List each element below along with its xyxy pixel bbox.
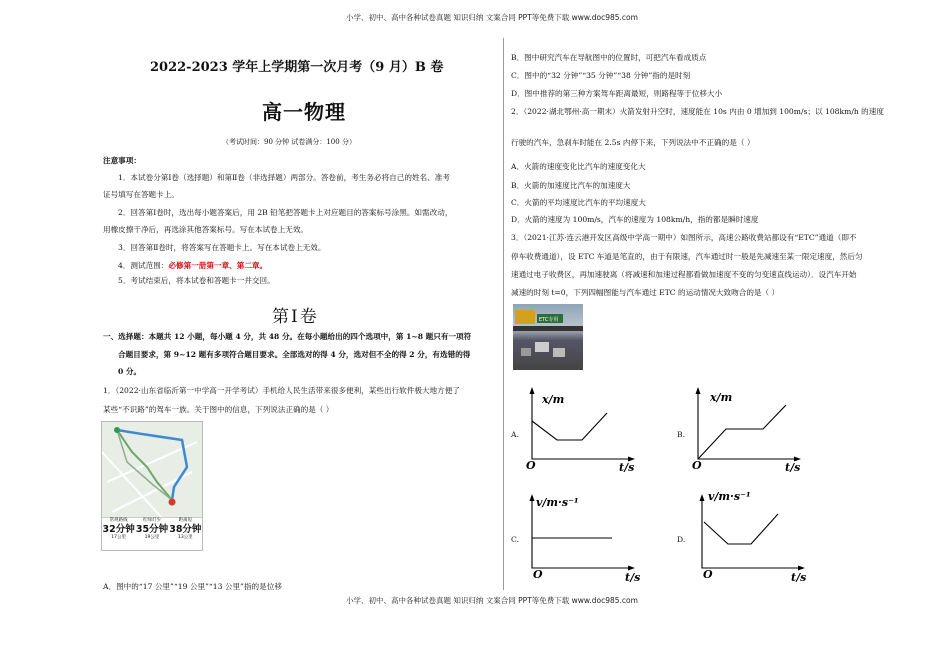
graph-c-ylabel: v/m·s⁻¹	[536, 496, 579, 509]
q2-option-d: D．火箭的速度为 100m/s，汽车的速度为 108km/h，指的都是瞬时速度	[511, 215, 759, 224]
graph-c-y-arrow	[530, 494, 535, 501]
q1-line2: 某些“不识路”的驾车一族。关于图中的信息，下列说法正确的是（ ）	[103, 405, 334, 414]
graph-c-x-arrow	[628, 566, 635, 571]
route-option[interactable]	[169, 518, 202, 550]
part1-line2: 合题目要求，第 9~12 题有多项符合题目要求。全部选对的得 4 分，选对但不全的得 2 分，有选错的得	[118, 350, 471, 359]
notice-title: 注意事项：	[103, 156, 141, 165]
route-time: 35分钟	[135, 524, 169, 535]
graph-b-origin: O	[692, 459, 702, 472]
graph-d-option: D.	[677, 535, 686, 544]
graph-b-y-arrow	[696, 387, 701, 394]
q1-option-b: B．图中研究汽车在导航图中的位置时，可把汽车看成质点	[511, 53, 707, 62]
route-label: 距离短	[178, 518, 193, 523]
graph-c	[522, 490, 642, 582]
graph-d-x-arrow	[798, 566, 805, 571]
route-option[interactable]	[135, 518, 168, 550]
graph-d-ylabel: v/m·s⁻¹	[708, 490, 751, 503]
graph-a-ylabel: x/m	[542, 393, 565, 406]
notice-3: 3．回答第Ⅱ卷时，将答案写在答题卡上。写在本试卷上无效。	[118, 243, 326, 252]
part1-line3: 0 分。	[118, 367, 142, 376]
page-header: 小学、初中、高中各种试卷真题 知识归纳 文案合同 PPT等免费下载 www.doc985.com	[346, 13, 638, 22]
notice-5: 5．考试结束后，将本试卷和答题卡一并交回。	[118, 276, 275, 285]
route-time: 38分钟	[169, 524, 202, 535]
route-option[interactable]	[102, 518, 135, 550]
graph-a	[522, 387, 642, 472]
q3-line2: 停车收费通道），设 ETC 车道是笔直的，由于有限速，汽车通过时一般是先减速至某一限定速度，然后匀	[511, 252, 863, 261]
graph-b-option: B.	[677, 430, 685, 439]
graph-b-curve	[698, 405, 786, 459]
q3-line3: 速通过电子收费区，再加速驶离（将减速和加速过程都看做加速度不变的匀变速直线运动）．设汽车开始	[511, 270, 857, 279]
notice-4	[118, 260, 267, 271]
graph-a-curve	[532, 413, 607, 440]
route-distance: 17公里	[111, 535, 127, 540]
etc-sign-text: ETC专用	[539, 317, 559, 323]
q2-option-b: B．火箭的加速度比汽车的加速度大	[511, 181, 631, 190]
graph-c-xlabel: t/s	[625, 571, 641, 582]
graph-d-curve	[704, 514, 778, 544]
q2-line1: 2．（2022·湖北鄂州·高一期末）火箭发射升空时，速度能在 10s 内由 0 增加到 100m/s；以 108km/h 的速度	[511, 107, 884, 116]
graph-d-axes	[702, 496, 802, 568]
graph-a-xlabel: t/s	[619, 461, 635, 472]
notice-4-range: 必修第一册第一章、第二章。	[168, 261, 268, 270]
route-time: 32分钟	[102, 524, 135, 535]
q1-option-a: A．图中的“17 公里”“19 公里”“13 公里”指的是位移	[103, 582, 282, 591]
graph-a-y-arrow	[530, 387, 535, 394]
page-footer: 小学、初中、高中各种试卷真题 知识归纳 文案合同 PPT等免费下载 www.doc985.com	[346, 596, 638, 605]
notice-2b: 用橡皮擦干净后，再选涂其他答案标号。写在本试卷上无效。	[103, 225, 309, 234]
q3-line4: 减速的时刻 t=0，下列四幅图能与汽车通过 ETC 的运动情况大致吻合的是（ ）	[511, 288, 780, 297]
graph-a-origin: O	[526, 459, 536, 472]
toll-scene	[513, 304, 583, 370]
notice-1a: 1．本试卷分第Ⅰ卷（选择题）和第Ⅱ卷（非选择题）两部分。答卷前，考生务必将自己的姓名、准考	[118, 173, 450, 182]
graph-d-xlabel: t/s	[791, 571, 807, 582]
graph-d	[688, 490, 808, 582]
navigation-map-image	[101, 421, 203, 551]
route-label: 常规路线	[109, 518, 128, 523]
etc-toll-photo	[513, 304, 583, 370]
exam-title: 2022-2023 学年上学期第一次月考（9 月）B 卷	[150, 60, 444, 75]
graph-b	[688, 387, 808, 472]
graph-d-origin: O	[703, 568, 713, 581]
graph-b-xlabel: t/s	[785, 461, 801, 472]
section-title: 第Ⅰ卷	[272, 307, 319, 327]
q2-option-c: C．火箭的平均速度比汽车的平均速度大	[511, 198, 646, 207]
graph-c-option: C.	[511, 535, 519, 544]
route-distance: 19公里	[144, 535, 160, 540]
q2-line2: 行驶的汽车，急刹车时能在 2.5s 内停下来，下列说法中不正确的是（ ）	[511, 138, 755, 147]
start-pin-icon	[114, 427, 120, 433]
notice-4-prefix: 4．测试范围：	[118, 261, 169, 270]
graph-c-origin: O	[533, 568, 543, 581]
subject-title: 高一物理	[262, 100, 346, 124]
graph-b-ylabel: x/m	[710, 391, 733, 404]
map-routes	[102, 422, 202, 518]
graph-d-y-arrow	[700, 494, 705, 501]
graph-a-option: A.	[511, 430, 519, 439]
q1-option-c: C．图中的“32 分钟”“35 分钟”“38 分钟”指的是时刻	[511, 71, 691, 80]
part1-line1: 一、选择题：本题共 12 小题，每小题 4 分，共 48 分。在每小题给出的四个选项中，第 1~8 题只有一项符	[103, 332, 472, 341]
exam-meta: （考试时间：90 分钟 试卷满分：100 分）	[222, 138, 356, 146]
notice-2a: 2．回答第Ⅰ卷时，选出每小题答案后，用 2B 铅笔把答题卡上对应题目的答案标号涂黑。如需改动，	[118, 208, 453, 217]
route-distance: 13公里	[177, 535, 193, 540]
q2-option-a: A．火箭的速度变化比汽车的速度变化大	[511, 162, 646, 171]
q1-option-d: D．图中推荐的第三种方案驾车距离最短，则路程等于位移大小	[511, 89, 723, 98]
column-divider	[503, 38, 504, 590]
notice-1b: 证号填写在答题卡上。	[103, 190, 179, 199]
q1-line1: 1．（2022·山东省临沂第一中学高一开学考试）手机给人民生活带来很多便利，某些出行软件极大地方便了	[103, 386, 460, 395]
end-pin-icon	[169, 499, 176, 506]
route-stats	[102, 517, 202, 550]
q3-line1: 3．（2021·江苏·连云港开发区高级中学高一期中）如图所示，高速公路收费站都设有“ETC”通道（即不	[511, 233, 857, 242]
route-label: 红绿灯少	[142, 518, 161, 523]
